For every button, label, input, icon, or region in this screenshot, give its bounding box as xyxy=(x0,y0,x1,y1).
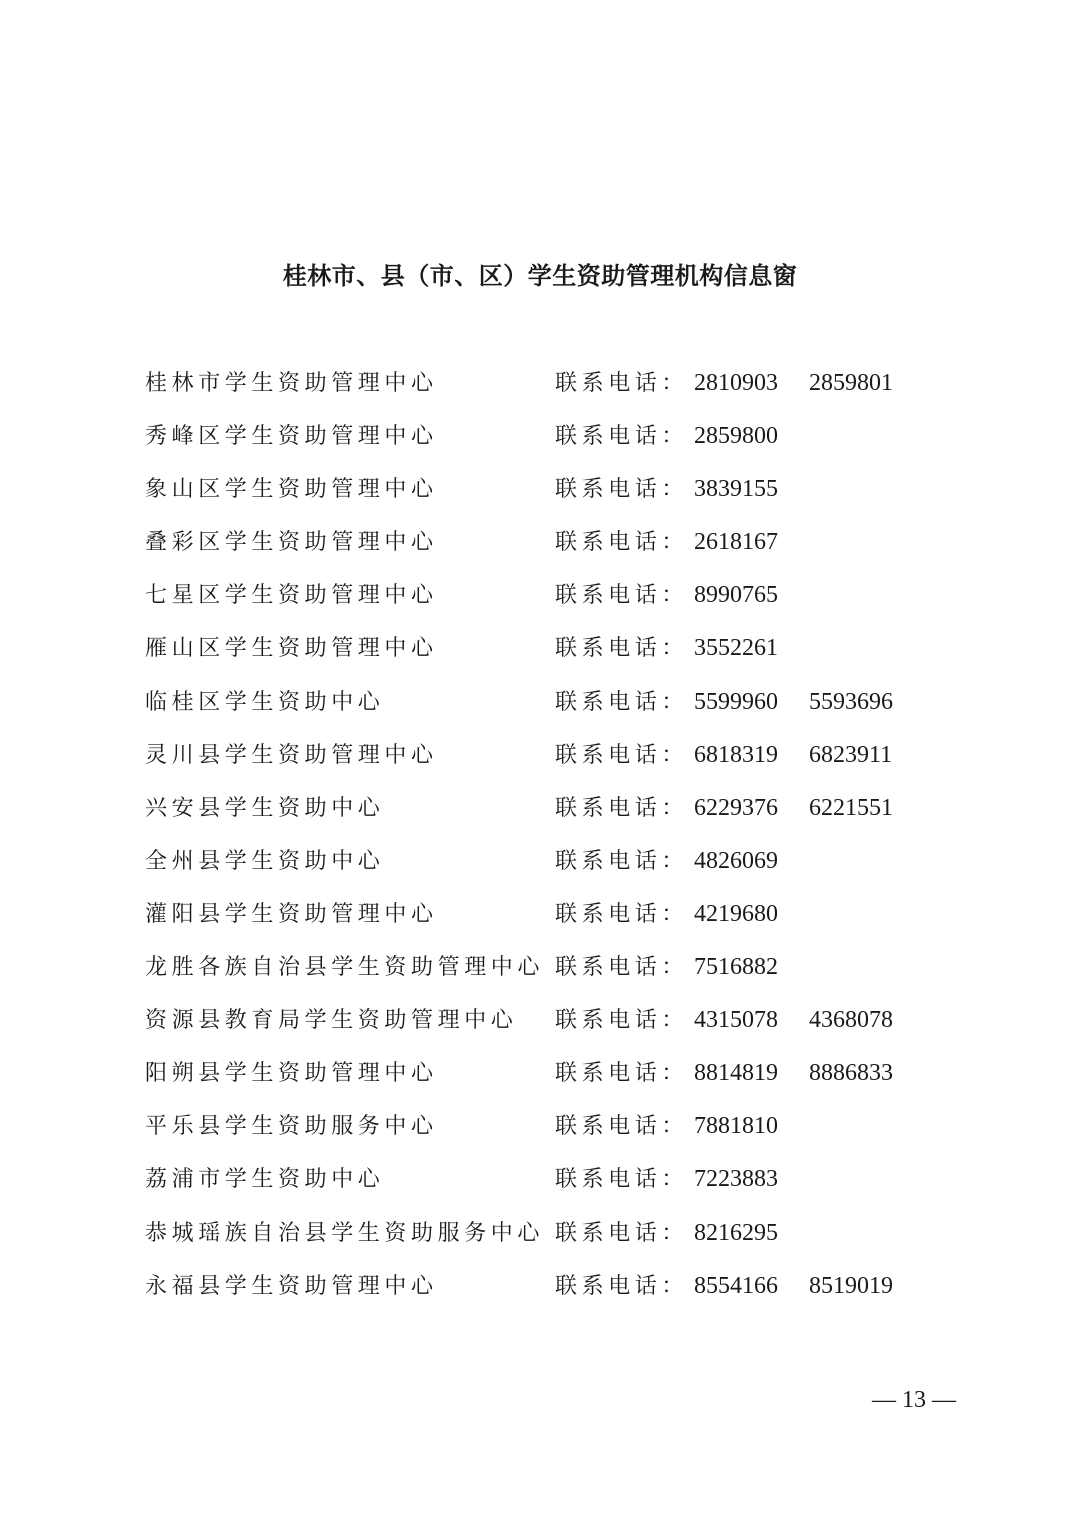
phone-number: 8814819 xyxy=(694,1060,778,1087)
phone-label: 联系电话： xyxy=(555,1220,689,1246)
list-item xyxy=(0,569,1080,622)
phone-label: 联系电话： xyxy=(555,689,689,715)
phone-label: 联系电话： xyxy=(555,1167,689,1193)
contact-list xyxy=(0,357,1080,1313)
org-name: 桂林市学生资助管理中心 xyxy=(145,371,438,396)
phone-label: 联系电话： xyxy=(555,955,689,981)
page-title: 桂林市、县（市、区）学生资助管理机构信息窗 xyxy=(282,262,798,290)
phone-number: 8990765 xyxy=(694,582,778,609)
list-item xyxy=(0,994,1080,1047)
phone-number: 3839155 xyxy=(694,476,778,503)
list-item xyxy=(0,835,1080,888)
phone-label: 联系电话： xyxy=(555,530,689,556)
list-item xyxy=(0,1047,1080,1100)
list-item xyxy=(0,941,1080,994)
org-name: 临桂区学生资助中心 xyxy=(145,689,385,715)
list-item xyxy=(0,729,1080,782)
list-item xyxy=(0,463,1080,516)
org-name: 恭城瑶族自治县学生资助服务中心 xyxy=(145,1220,545,1246)
phone-number-secondary: 8519019 xyxy=(809,1272,893,1299)
phone-label: 联系电话： xyxy=(555,636,689,662)
phone-label: 联系电话： xyxy=(555,424,689,450)
org-name: 永福县学生资助管理中心 xyxy=(145,1273,438,1299)
phone-number-secondary: 8886833 xyxy=(809,1060,893,1087)
phone-label: 联系电话： xyxy=(555,371,689,396)
list-item xyxy=(0,676,1080,729)
phone-number-secondary: 4368078 xyxy=(809,1007,893,1034)
phone-label: 联系电话： xyxy=(555,901,689,927)
org-name: 象山区学生资助管理中心 xyxy=(145,477,438,503)
list-item xyxy=(0,782,1080,835)
org-name: 灌阳县学生资助管理中心 xyxy=(145,901,438,927)
phone-number: 6229376 xyxy=(694,794,778,821)
list-item xyxy=(0,622,1080,675)
phone-label: 联系电话： xyxy=(555,795,689,821)
phone-number: 7223883 xyxy=(694,1166,778,1193)
phone-label: 联系电话： xyxy=(555,1061,689,1087)
phone-number: 7881810 xyxy=(694,1113,778,1140)
list-item xyxy=(0,357,1080,410)
list-item xyxy=(0,1260,1080,1313)
phone-number: 8554166 xyxy=(694,1272,778,1299)
phone-number: 2618167 xyxy=(694,529,778,556)
phone-number-secondary: 2859801 xyxy=(809,370,893,396)
phone-label: 联系电话： xyxy=(555,742,689,768)
phone-number: 2859800 xyxy=(694,423,778,450)
org-name: 全州县学生资助中心 xyxy=(145,848,385,874)
phone-number: 8216295 xyxy=(694,1219,778,1246)
org-name: 平乐县学生资助服务中心 xyxy=(145,1114,438,1140)
org-name: 龙胜各族自治县学生资助管理中心 xyxy=(145,955,545,981)
phone-number: 2810903 xyxy=(694,370,778,396)
org-name: 叠彩区学生资助管理中心 xyxy=(145,530,438,556)
phone-number: 5599960 xyxy=(694,688,778,715)
phone-number-secondary: 6221551 xyxy=(809,794,893,821)
list-item xyxy=(0,1100,1080,1153)
phone-label: 联系电话： xyxy=(555,1273,689,1299)
org-name: 秀峰区学生资助管理中心 xyxy=(145,424,438,450)
org-name: 灵川县学生资助管理中心 xyxy=(145,742,438,768)
org-name: 资源县教育局学生资助管理中心 xyxy=(145,1008,518,1034)
phone-label: 联系电话： xyxy=(555,848,689,874)
list-item xyxy=(0,516,1080,569)
phone-number-secondary: 6823911 xyxy=(809,741,893,768)
page-number: — 13 — xyxy=(872,1387,956,1413)
phone-number: 4219680 xyxy=(694,900,778,927)
phone-label: 联系电话： xyxy=(555,1114,689,1140)
phone-label: 联系电话： xyxy=(555,1008,689,1034)
org-name: 雁山区学生资助管理中心 xyxy=(145,636,438,662)
phone-number: 3552261 xyxy=(694,635,778,662)
phone-number: 4315078 xyxy=(694,1007,778,1034)
list-item xyxy=(0,1153,1080,1206)
phone-number-secondary: 5593696 xyxy=(809,688,893,715)
org-name: 阳朔县学生资助管理中心 xyxy=(145,1061,438,1087)
org-name: 兴安县学生资助中心 xyxy=(145,795,385,821)
phone-number: 6818319 xyxy=(694,741,778,768)
phone-number: 4826069 xyxy=(694,847,778,874)
list-item xyxy=(0,1207,1080,1260)
list-item xyxy=(0,888,1080,941)
phone-label: 联系电话： xyxy=(555,583,689,609)
phone-label: 联系电话： xyxy=(555,477,689,503)
phone-number: 7516882 xyxy=(694,954,778,981)
org-name: 七星区学生资助管理中心 xyxy=(145,583,438,609)
list-item xyxy=(0,410,1080,463)
org-name: 荔浦市学生资助中心 xyxy=(145,1167,385,1193)
